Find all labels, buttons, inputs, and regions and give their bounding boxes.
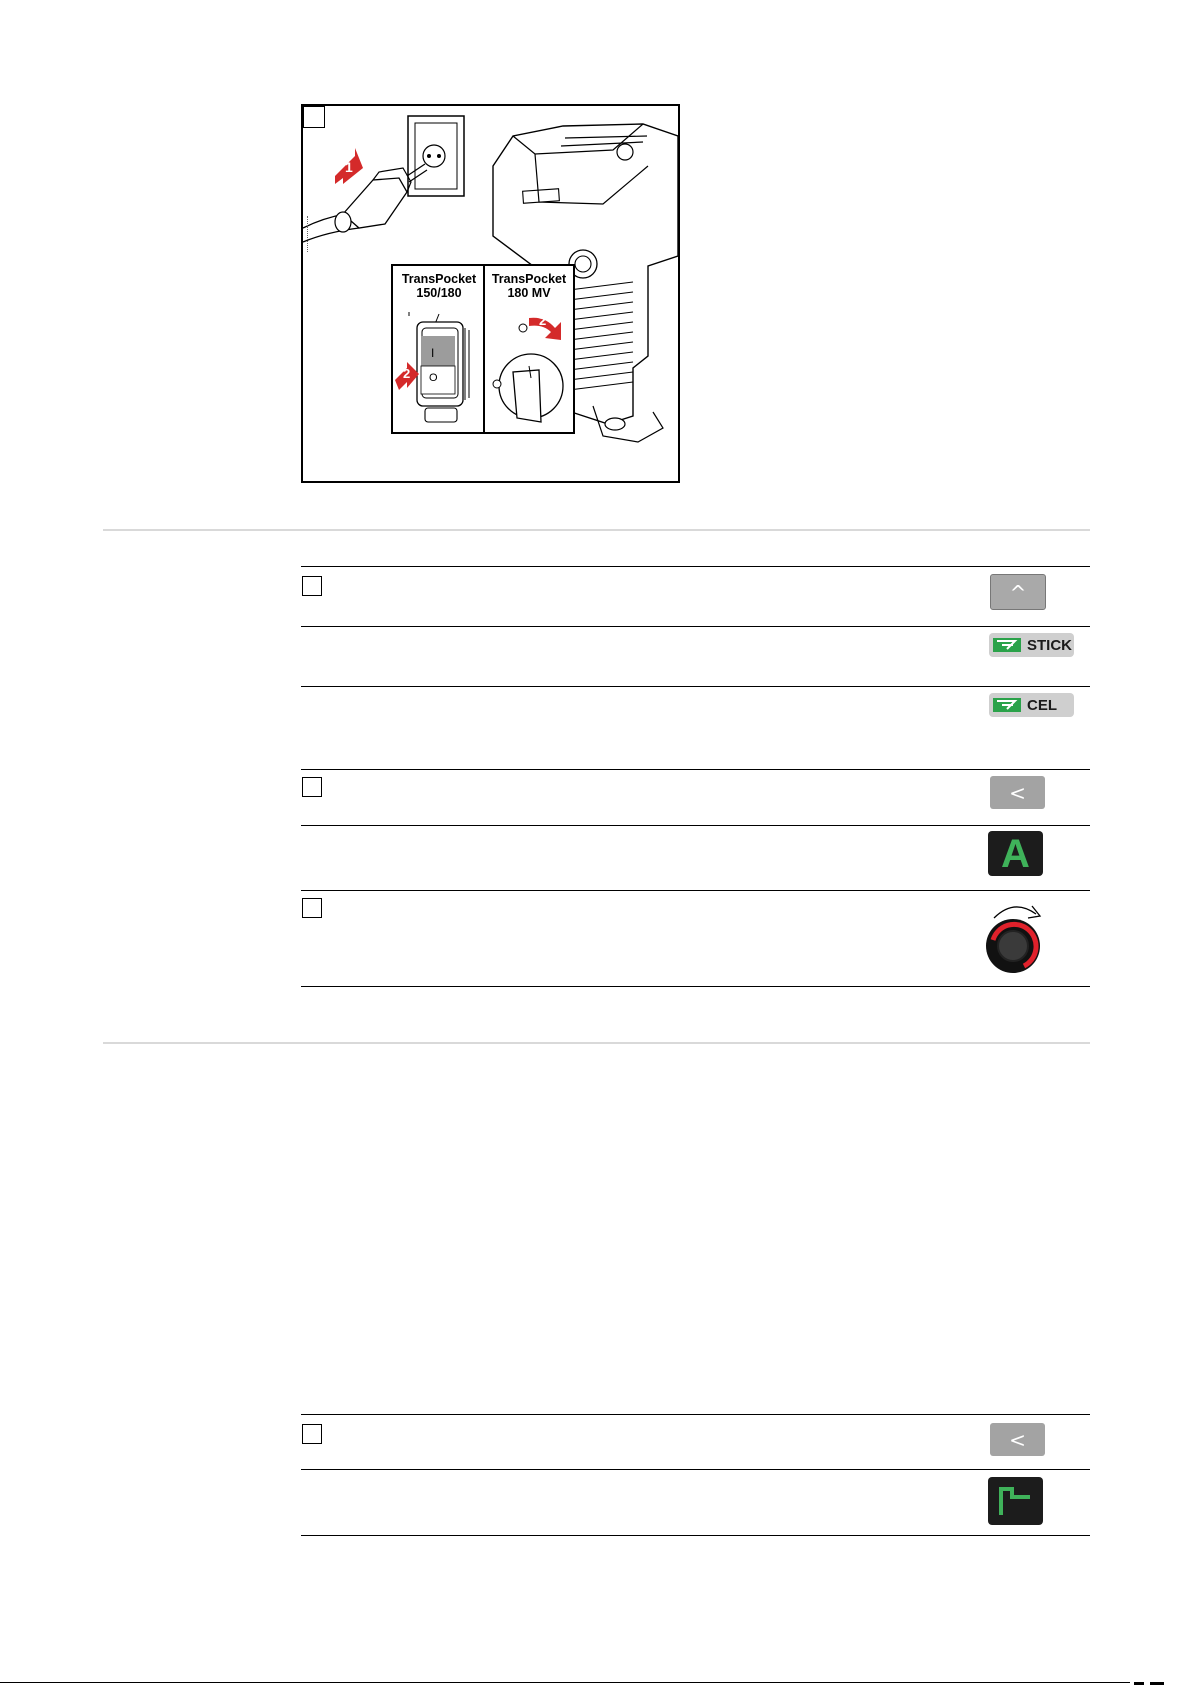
stick-mode-button-icon bbox=[989, 633, 1074, 657]
section-divider-1 bbox=[103, 529, 1090, 531]
step-parameter-icon bbox=[988, 1477, 1043, 1525]
arrow-number-2-switch: 2 bbox=[403, 366, 411, 381]
row-rule bbox=[301, 1469, 1090, 1470]
arrow-number-1: 1 bbox=[345, 159, 353, 175]
left-button-icon: < bbox=[990, 1423, 1045, 1456]
step-checkbox[interactable] bbox=[302, 576, 322, 596]
electrode-holder-icon bbox=[993, 638, 1021, 652]
switch-on-label: I bbox=[431, 346, 435, 360]
row-rule bbox=[301, 890, 1090, 891]
row-rule bbox=[301, 986, 1090, 987]
row-rule bbox=[301, 825, 1090, 826]
electrode-holder-icon bbox=[993, 698, 1021, 712]
row-rule bbox=[301, 686, 1090, 687]
callout-left-title: TransPocket 150/180 bbox=[401, 272, 477, 300]
footer-rule bbox=[0, 1682, 1130, 1683]
row-rule bbox=[301, 626, 1090, 627]
row-rule bbox=[301, 566, 1090, 567]
up-button-icon: ^ bbox=[990, 574, 1046, 610]
adjusting-dial-icon bbox=[984, 896, 1048, 976]
step-checkbox[interactable] bbox=[302, 898, 322, 918]
red-arrow-knob-icon bbox=[527, 312, 567, 342]
step-checkbox[interactable] bbox=[302, 1424, 322, 1444]
row-rule bbox=[301, 769, 1090, 770]
page-number-fragment bbox=[1134, 1678, 1174, 1685]
row-rule bbox=[301, 1535, 1090, 1536]
arrow-number-2-knob: 2 bbox=[539, 313, 547, 328]
cel-mode-button-icon bbox=[989, 693, 1074, 717]
illustration-fine-print bbox=[307, 216, 312, 252]
row-rule bbox=[301, 1414, 1090, 1415]
switch-off-label: O bbox=[429, 372, 438, 384]
amperage-a-icon: A bbox=[988, 831, 1043, 876]
section-divider-2 bbox=[103, 1042, 1090, 1044]
callout-right-title: TransPocket 180 MV bbox=[491, 272, 567, 300]
cel-label: CEL bbox=[1027, 696, 1057, 714]
step-checkbox[interactable] bbox=[302, 777, 322, 797]
left-button-icon: < bbox=[990, 776, 1045, 809]
device-illustration bbox=[301, 104, 680, 483]
callout-panel bbox=[391, 264, 575, 434]
step-graph-icon bbox=[988, 1477, 1043, 1525]
stick-label: STICK bbox=[1027, 636, 1072, 654]
